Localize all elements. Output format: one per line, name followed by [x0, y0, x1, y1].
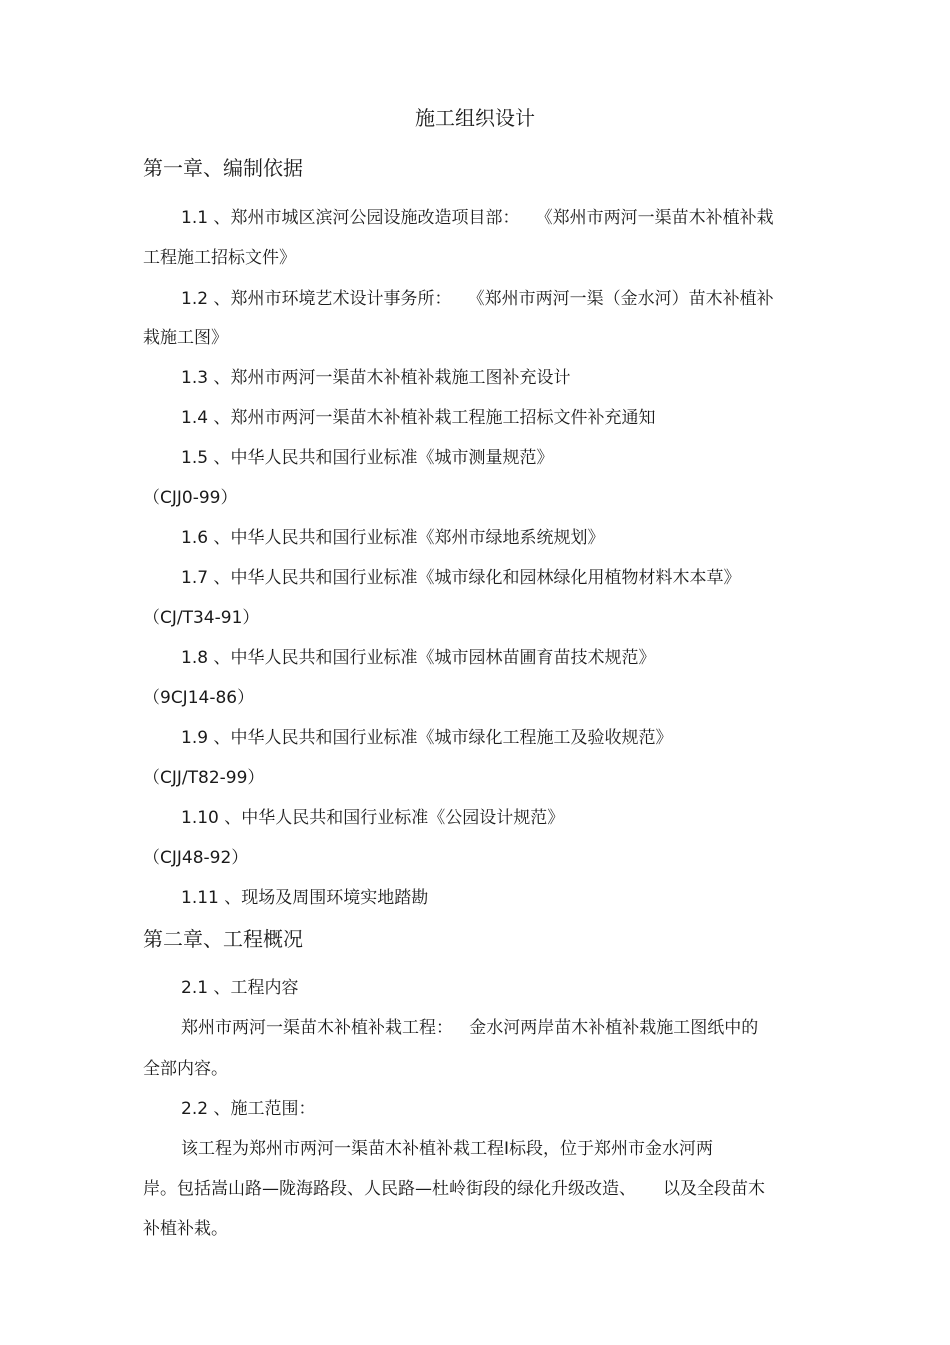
basis-item-1-7: 1.7 、中华人民共和国行业标准《城市绿化和园林绿化用植物材料木本草》 — [181, 568, 741, 588]
section-2-2-body: 该工程为郑州市两河一渠苗木补植补栽工程Ⅰ标段，位于郑州市金水河两 — [181, 1139, 714, 1159]
basis-item-1-2-cont: 栽施工图》 — [143, 328, 228, 348]
basis-item-1-1-cont: 工程施工招标文件》 — [143, 248, 296, 268]
section-2-1-body-cont: 全部内容。 — [143, 1059, 228, 1079]
basis-item-1-6: 1.6 、中华人民共和国行业标准《郑州市绿地系统规划》 — [181, 528, 605, 548]
section-2-1-body: 郑州市两河一渠苗木补植补栽工程： 金水河两岸苗木补植补栽施工图纸中的 — [181, 1018, 759, 1038]
chapter-1-heading: 第一章、编制依据 — [143, 156, 303, 180]
document-title: 施工组织设计 — [415, 106, 535, 130]
basis-item-1-7-code: （CJ/T34-91） — [143, 608, 260, 628]
basis-item-1-11: 1.11 、现场及周围环境实地踏勘 — [181, 888, 429, 908]
section-2-1-heading: 2.1 、工程内容 — [181, 978, 299, 998]
basis-item-1-5: 1.5 、中华人民共和国行业标准《城市测量规范》 — [181, 448, 554, 468]
basis-item-1-4: 1.4 、郑州市两河一渠苗木补植补栽工程施工招标文件补充通知 — [181, 408, 656, 428]
basis-item-1-9: 1.9 、中华人民共和国行业标准《城市绿化工程施工及验收规范》 — [181, 728, 673, 748]
basis-item-1-2: 1.2 、郑州市环境艺术设计事务所： 《郑州市两河一渠（金水河）苗木补植补 — [181, 289, 774, 309]
basis-item-1-5-code: （CJJ0-99） — [143, 488, 238, 508]
basis-item-1-1: 1.1 、郑州市城区滨河公园设施改造项目部： 《郑州市两河一渠苗木补植补栽 — [181, 208, 774, 228]
section-2-2-body-cont-2: 补植补栽。 — [143, 1219, 228, 1239]
section-2-2-body-cont-1: 岸。包括嵩山路—陇海路段、人民路—杜岭街段的绿化升级改造、 以及全段苗木 — [143, 1179, 766, 1199]
basis-item-1-8: 1.8 、中华人民共和国行业标准《城市园林苗圃育苗技术规范》 — [181, 648, 656, 668]
basis-item-1-3: 1.3 、郑州市两河一渠苗木补植补栽施工图补充设计 — [181, 368, 571, 388]
section-2-2-heading: 2.2 、施工范围： — [181, 1099, 316, 1119]
basis-item-1-10-code: （CJJ48-92） — [143, 848, 249, 868]
basis-item-1-9-code: （CJJ/T82-99） — [143, 768, 265, 788]
basis-item-1-10: 1.10 、中华人民共和国行业标准《公园设计规范》 — [181, 808, 565, 828]
chapter-2-heading: 第二章、工程概况 — [143, 927, 303, 951]
basis-item-1-8-code: （9CJ14-86） — [143, 688, 255, 708]
